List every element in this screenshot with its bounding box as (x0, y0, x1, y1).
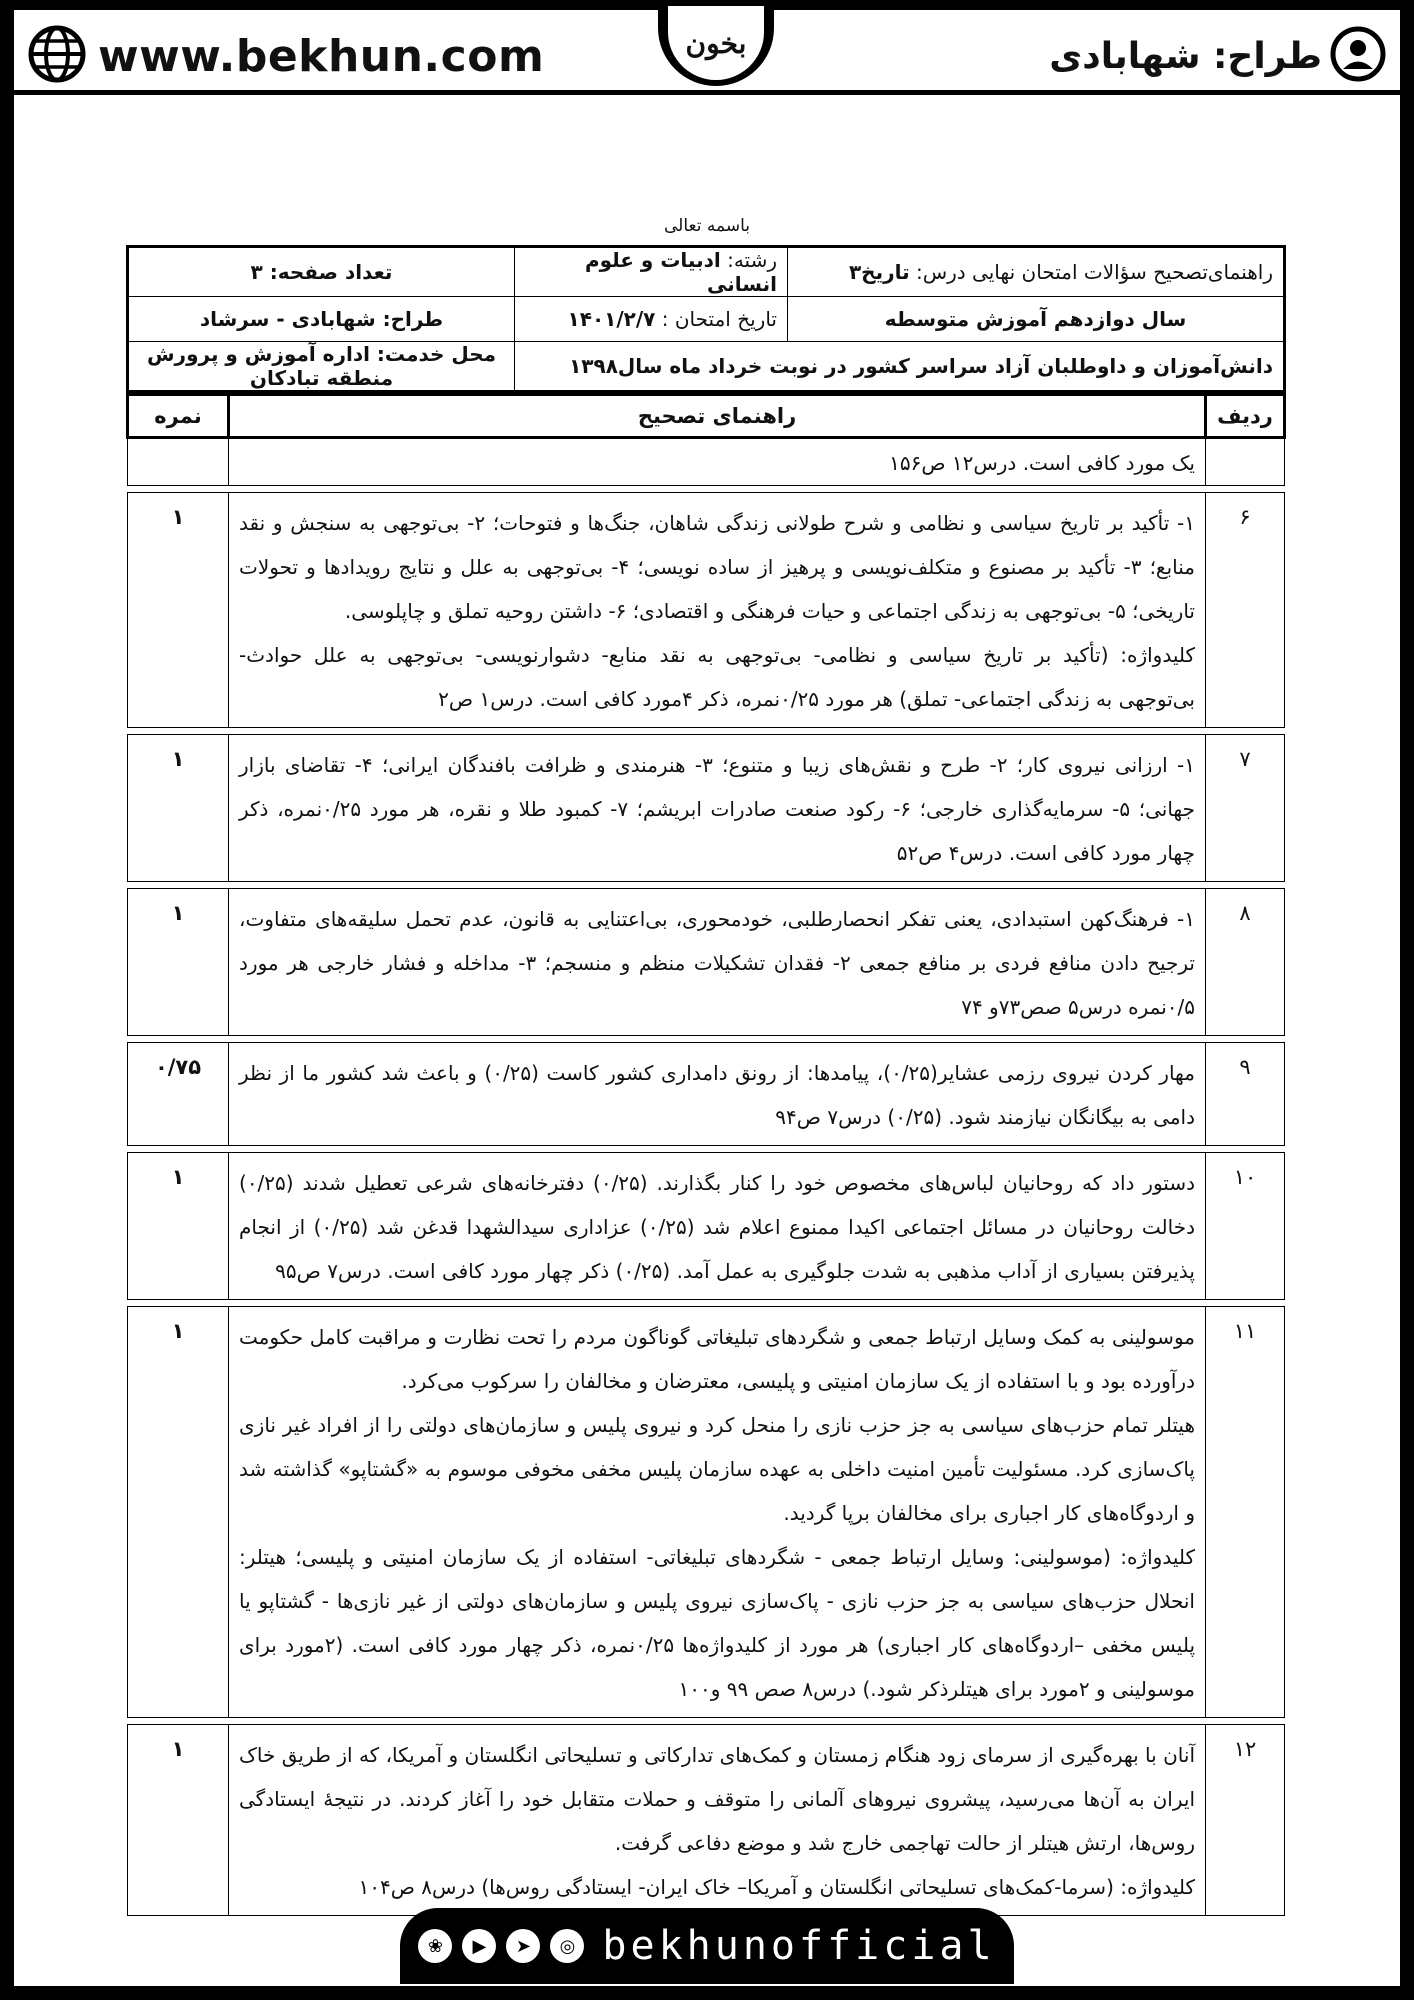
row-number: ۷ (1206, 735, 1285, 882)
guide-paragraph: موسولینی به کمک وسایل ارتباط جمعی و شگردهای تبلیغاتی گوناگون مردم را تحت نظارت و مراقبت کامل حکومت درآورده بود و با استفاده از یک سازمان امنیتی و پلیسی، معترضان و مخالفان را سرکوب می‌کرد. (239, 1325, 1195, 1393)
course-cell: راهنمای‌تصحیح سؤالات امتحان نهایی درس: تاریخ۳ (788, 247, 1285, 297)
row-number: ۹ (1206, 1043, 1285, 1146)
pages-cell: تعداد صفحه: ۳ (128, 247, 515, 297)
globe-icon (28, 25, 86, 87)
guide-paragraph: دستور داد که روحانیان لباس‌های مخصوص خود را کنار بگذارند. (۰/۲۵) دفترخانه‌های شرعی تعطیل شدند (۰/۲۵) دخالت روحانیان در مسائل اجتماعی اکیدا ممنوع اعلام شد (۰/۲۵) عزاداری سیدالشهدا قدغن شد (۰/۲۵) از انجام پذیرفتن بسیاری از آداب مذهبی به شدت جلوگیری به عمل آمد. (۰/۲۵) ذکر چهار مورد کافی است. درس۷ ص۹۵ (239, 1171, 1196, 1283)
row-number: ۱۰ (1206, 1153, 1285, 1300)
table-row (128, 1725, 1285, 1916)
guide-paragraph: کلیدواژه: (سرما-کمک‌های تسلیحاتی انگلستان و آمریکا– خاک ایران- ایستادگی روس‌ها) درس۸ ص۱۰۴ (358, 1875, 1195, 1899)
row-score: ۱ (128, 889, 229, 1036)
row-gap (128, 1146, 1285, 1153)
table-row (128, 438, 1285, 486)
service-cell: محل خدمت: اداره آموزش و پرورش منطقه تبادکان (128, 342, 515, 392)
field-name: ادبیات و علوم انسانی (584, 248, 777, 296)
row-guide (229, 1725, 1206, 1916)
table-row (128, 1153, 1285, 1300)
row-score: ۱ (128, 493, 229, 728)
guide-paragraph: ۱- ارزانی نیروی کار؛ ۲- طرح و نقش‌های زیبا و متنوع؛ ۳- هنرمندی و ظرافت بافندگان ایرانی؛ ۴- تقاضای بازار جهانی؛ ۵- سرمایه‌گذاری خارجی؛ ۶- رکود صنعت صادرات ابریشم؛ ۷- کمبود طلا و نقره، هر مورد ۰/۲۵نمره، ذکر چهار مورد کافی است. درس۴ ص۵۲ (239, 753, 1195, 865)
answer-rows (128, 438, 1285, 1916)
row-gap (128, 1300, 1285, 1307)
answer-key-table (126, 393, 1286, 1916)
row-guide (229, 1043, 1206, 1146)
guide-paragraph: ۱- تأکید بر تاریخ سیاسی و نظامی و شرح طولانی زندگی شاهان، جنگ‌ها و فتوحات؛ ۲- بی‌توجهی به سنجش و نقد منابع؛ ۳- تأکید بر مصنوع و متکلف‌نویسی و پرهیز از ساده نویسی؛ ۴- بی‌توجهی به علل و نتایج رویدادها و تحولات تاریخی؛ ۵- بی‌توجهی به زندگی اجتماعی و حیات فرهنگی و اقتصادی؛ ۶- داشتن روحیه تملق و چاپلوسی. (239, 511, 1195, 623)
row-gap (128, 882, 1285, 889)
row-number: ۶ (1206, 493, 1285, 728)
guide-paragraph: آنان با بهره‌گیری از سرمای زود هنگام زمستان و کمک‌های تدارکاتی و تسلیحاتی انگلستان و آمریکا، که از طریق خاک ایران به آن‌ها می‌رسید، پیشروی نیروهای آلمانی را متوقف و حملات متقابل خود را آغاز کردند. در نتیجهٔ ایستادگی روس‌ها، ارتش هیتلر از حالت تهاجمی خارج شد و موضع دفاعی گرفت. (239, 1743, 1195, 1855)
row-score: ۱ (128, 1153, 229, 1300)
row-gap (128, 1036, 1285, 1043)
field-cell: رشته: ادبیات و علوم انسانی (515, 247, 788, 297)
designer-cell: طراح: شهابادی - سرشاد (128, 297, 515, 342)
col-row-header: ردیف (1206, 395, 1285, 438)
col-score-header: نمره (128, 395, 229, 438)
guide-paragraph: کلیدواژه: (موسولینی: وسایل ارتباط جمعی - شگردهای تبلیغاتی- استفاده از یک سازمان امنیتی و پلیسی؛ هیتلر: انحلال حزب‌های سیاسی به جز حزب نازی - پاک‌سازی نیروی پلیس و سازمان‌های دولتی از غیر نازی‌ها - گشتاپو یا پلیس مخفی –اردوگاه‌های کار اجباری) هر مورد از کلیدواژه‌ها ۰/۲۵نمره، ذکر چهار مورد کافی است. (۲مورد برای موسولینی و ۲مورد برای هیتلرذکر شود.) درس۸ صص ۹۹ و۱۰۰ (239, 1545, 1196, 1701)
logo-mark: بخون (668, 6, 764, 80)
row-score: ۱ (128, 1307, 229, 1718)
row-number: ۱۱ (1206, 1307, 1285, 1718)
guide-paragraph: مهار کردن نیروی رزمی عشایر(۰/۲۵)، پیامدها: از رونق دامداری کشور کاست (۰/۲۵) و باعث شد کشور ما از نظر دامی به بیگانگان نیازمند شود. (۰/۲۵) درس۷ ص۹۴ (239, 1061, 1195, 1129)
guide-paragraph: ۱- فرهنگ‌کهن استبدادی، یعنی تفکر انحصارطلبی، خودمحوری، بی‌اعتنایی به قانون، عدم تحمل سلیقه‌های متفاوت، ترجیح دادن منافع فردی بر منافع جمعی ۲- فقدان تشکیلات منظم و منسجم؛ ۳- مداخله و فشار خارجی هر مورد ۰/۵نمره درس۵ صص۷۳و ۷۴ (239, 907, 1195, 1019)
row-guide (229, 1307, 1206, 1718)
row-score: ۱ (128, 1725, 229, 1916)
site-link[interactable] (28, 20, 544, 92)
user-icon (1330, 26, 1386, 86)
telegram-icon[interactable]: ➤ (506, 1929, 540, 1963)
course-name: تاریخ۳ (848, 260, 910, 284)
guide-paragraph: یک مورد کافی است. درس۱۲ ص۱۵۶ (889, 451, 1195, 475)
table-row (128, 1043, 1285, 1146)
social-handle[interactable]: bekhunofficial (602, 1923, 996, 1969)
row-guide (229, 493, 1206, 728)
row-gap (128, 486, 1285, 493)
guide-paragraph: هیتلر تمام حزب‌های سیاسی به جز حزب نازی را منحل کرد و نیروی پلیس و سازمان‌های دولتی را از افراد غیر نازی پاک‌سازی کرد. مسئولیت تأمین امنیت داخلی به عهده سازمان پلیس مخفی مخوفی موسوم به «گشتاپو» گذاشته شد و اردوگاه‌های کار اجباری برای مخالفان برپا گردید. (239, 1413, 1195, 1525)
aparat-icon[interactable]: ❀ (418, 1929, 452, 1963)
site-url[interactable]: www.bekhun.com (98, 30, 545, 82)
row-score: ۰/۷۵ (128, 1043, 229, 1146)
row-number: ۱۲ (1206, 1725, 1285, 1916)
table-row (128, 493, 1285, 728)
row-number: ۸ (1206, 889, 1285, 1036)
row-guide (229, 735, 1206, 882)
exam-date: ۱۴۰۱/۲/۷ (567, 307, 656, 331)
candidates-cell: دانش‌آموزان و داوطلبان آزاد سراسر کشور در نوبت خرداد ماه سال۱۳۹۸ (515, 342, 1285, 392)
date-cell: تاریخ امتحان : ۱۴۰۱/۲/۷ (515, 297, 788, 342)
grade-cell: سال دوازدهم آموزش متوسطه (788, 297, 1285, 342)
row-number (1206, 438, 1285, 486)
instagram-icon[interactable]: ◎ (550, 1929, 584, 1963)
table-row (128, 1307, 1285, 1718)
table-row (128, 735, 1285, 882)
bismillah: باسمه تعالی (664, 216, 750, 236)
youtube-icon[interactable]: ▶ (462, 1929, 496, 1963)
row-guide (229, 1153, 1206, 1300)
row-score (128, 438, 229, 486)
social-footer (400, 1908, 1014, 1984)
row-guide (229, 889, 1206, 1036)
guide-paragraph: کلیدواژه: (تأکید بر تاریخ سیاسی و نظامی- بی‌توجهی به نقد منابع- دشوارنویسی- بی‌توجهی به علل حوادث- بی‌توجهی به زندگی اجتماعی- تملق) هر مورد ۰/۲۵نمره، ذکر ۴مورد کافی است. درس۱ ص۲ (239, 643, 1195, 711)
row-gap (128, 1718, 1285, 1725)
table-row (128, 889, 1285, 1036)
author-name: طراح: شهابادی (1049, 35, 1322, 77)
exam-info-table (126, 245, 1286, 393)
author-badge (1049, 20, 1386, 92)
row-gap (128, 728, 1285, 735)
row-guide (229, 438, 1206, 486)
row-score: ۱ (128, 735, 229, 882)
col-guide-header: راهنمای تصحیح (229, 395, 1206, 438)
